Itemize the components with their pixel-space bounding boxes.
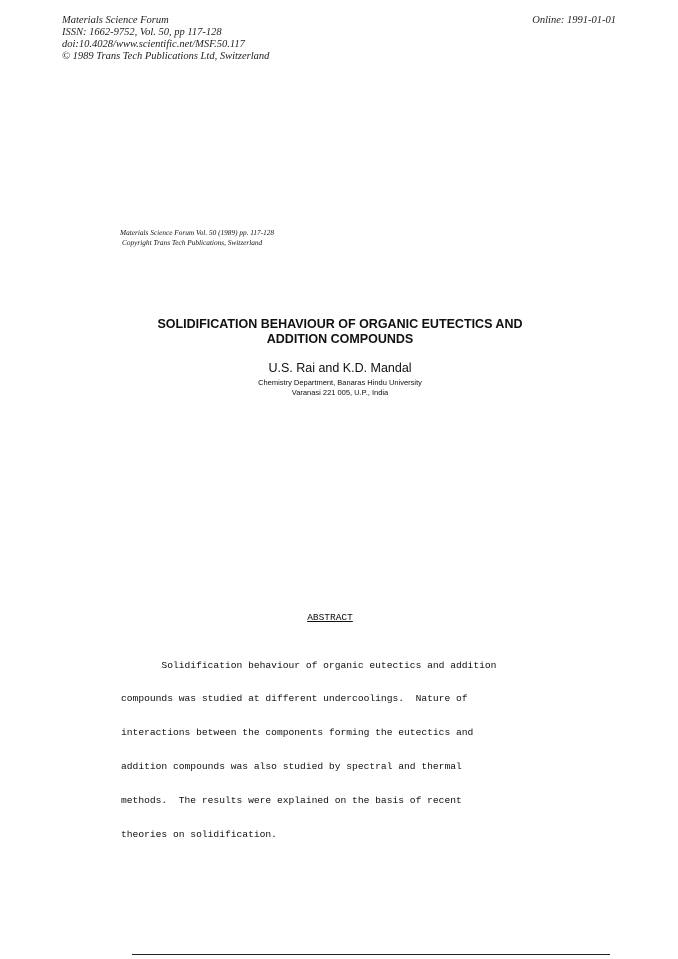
citation-line: Materials Science Forum Vol. 50 (1989) pp. 117-128 bbox=[120, 228, 275, 237]
journal-metadata bbox=[62, 15, 269, 63]
journal-name: Materials Science Forum bbox=[62, 15, 169, 26]
abstract-heading: ABSTRACT bbox=[307, 612, 353, 623]
title-line-2: ADDITION COMPOUNDS bbox=[266, 332, 414, 346]
abstract-line: addition compounds was also studied by spectral and thermal bbox=[121, 761, 462, 773]
doi-line: doi:10.4028/www.scientific.net/MSF.50.117 bbox=[62, 39, 245, 50]
online-date: Online: 1991-01-01 bbox=[532, 15, 616, 26]
title-line-1: SOLIDIFICATION BEHAVIOUR OF ORGANIC EUTECTICS AND bbox=[157, 317, 523, 331]
citation-copyright: Copyright Trans Tech Publications, Switzerland bbox=[122, 238, 263, 247]
abstract-line: compounds was studied at different undercoolings. Nature of bbox=[121, 693, 468, 705]
abstract-line: methods. The results were explained on the basis of recent bbox=[121, 795, 462, 807]
paper-title bbox=[100, 317, 580, 347]
affiliation-line-1: Chemistry Department, Banaras Hindu University bbox=[258, 378, 422, 387]
authors: U.S. Rai and K.D. Mandal bbox=[268, 361, 412, 375]
footer-rule bbox=[132, 954, 610, 955]
copyright-line: © 1989 Trans Tech Publications Ltd, Switzerland bbox=[62, 51, 270, 62]
affiliation-line-2: Varanasi 221 005, U.P., India bbox=[291, 387, 389, 397]
abstract-line: Solidification behaviour of organic eutectics and addition bbox=[121, 659, 497, 671]
abstract-body bbox=[121, 637, 496, 852]
citation-block bbox=[120, 228, 274, 248]
affiliation bbox=[100, 378, 580, 397]
abstract-line: theories on solidification. bbox=[121, 829, 277, 841]
issn-line: ISSN: 1662-9752, Vol. 50, pp 117-128 bbox=[62, 27, 222, 38]
abstract-line: interactions between the components forming the eutectics and bbox=[121, 727, 474, 739]
